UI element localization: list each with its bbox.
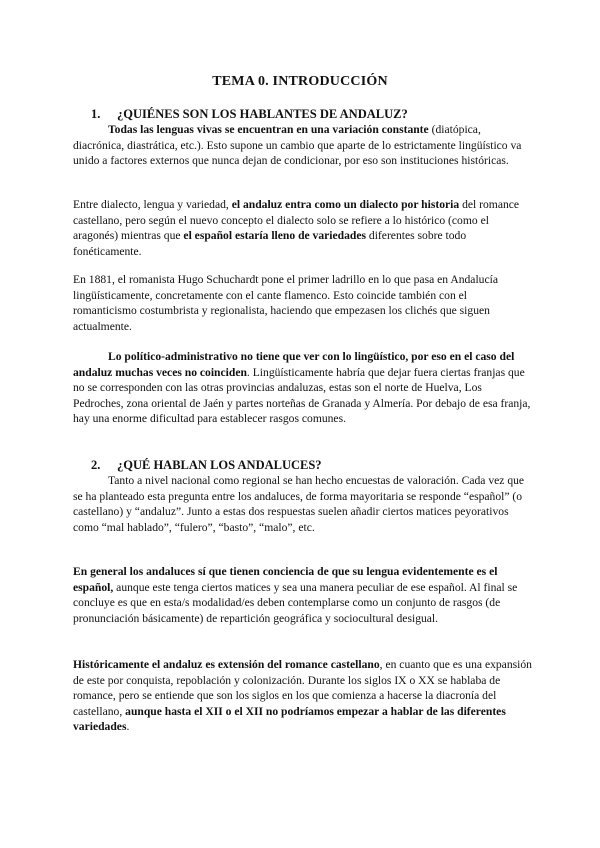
- bold-text: aunque hasta el XII o el XII no podríamos empezar a hablar de las diferentes variedades: [73, 704, 506, 734]
- body-text: , en cuanto que es una expansión de este por conquista, repoblación y colonización. Durante los siglos IX o XX se hablaba de romance, pero se entiende que son los siglos en los que comienza a hacerse la diacronía del castellano,: [73, 658, 532, 718]
- body-text: aunque este tenga ciertos matices y sea una manera peculiar de ese español. Al final se concluye es que en esta/s modalidad/es deben contemplarse como un conjunto de rasgos (de pronunciación básicamente) de repartición geográfica y sociocultural desigual.: [73, 580, 518, 625]
- bold-text: Todas las lenguas vivas se encuentran en una variación constante: [108, 123, 429, 136]
- section-1-paragraph-4: [73, 349, 533, 427]
- section-1-paragraph-1: [73, 122, 533, 169]
- section-2-title: ¿QUÉ HABLAN LOS ANDALUCES?: [117, 458, 322, 472]
- bold-text: Históricamente el andaluz es extensión del romance castellano: [73, 658, 380, 671]
- section-2-paragraph-1: [73, 473, 533, 535]
- section-2-heading: [91, 458, 322, 473]
- section-1-paragraph-3: [73, 272, 533, 334]
- section-2-paragraph-3: [73, 657, 533, 735]
- body-text: Entre dialecto, lengua y variedad,: [73, 198, 232, 211]
- bold-text: el andaluz entra como un dialecto por historia: [231, 198, 460, 211]
- section-1-paragraph-2: [73, 197, 533, 259]
- section-1-heading: [91, 107, 408, 122]
- bold-text: Lo político-administrativo no tiene que ver con lo lingüístico, por eso en el caso del andaluz muchas veces no coinciden: [73, 350, 515, 379]
- body-text: . Lingüísticamente habría que dejar fuera ciertas franjas que no se corresponden con las otras provincias andaluzas, estas son el norte de Huelva, Los Pedroches, zona oriental de Jaén y partes norteñas de Granada y Almería. Por debajo de esa franja, hay una enorme dificultad para establecer rasgos comunes.: [73, 365, 531, 426]
- body-text: Tanto a nivel nacional como regional se han hecho encuestas de valoración. Cada vez que se ha planteado esta pregunta entre los andaluces, de forma mayoritaria se responde “español” (o castellano) y “andaluz”. Junto a estas dos respuestas suelen añadir ciertos matices peyorativos como “mal hablado”, “fulero”, “basto”, “malo”, etc.: [73, 474, 525, 534]
- section-1-title: ¿QUIÉNES SON LOS HABLANTES DE ANDALUZ?: [117, 107, 408, 121]
- section-2-number: 2.: [91, 458, 101, 472]
- section-1-number: 1.: [91, 107, 101, 121]
- bold-text: En general los andaluces sí que tienen conciencia de que su lengua evidentemente es el español,: [73, 565, 498, 594]
- section-2-paragraph-2: [73, 564, 533, 626]
- body-text: (diatópica, diacrónica, diastrática, etc.). Esto supone un cambio que aparte de lo estrictamente lingüístico va unido a factores externos que nunca dejan de condicionar, por eso son instituciones históricas.: [73, 123, 522, 168]
- body-text: En 1881, el romanista Hugo Schuchardt pone el primer ladrillo en lo que pasa en Andalucía lingüísticamente, concretamente con el cante flamenco. Esto coincide también con el romanticismo costumbrista y regionalista, haciendo que empezasen los clichés que siguen actualmente.: [73, 273, 498, 333]
- document-title: TEMA 0. INTRODUCCIÓN: [212, 74, 388, 89]
- body-text: .: [126, 720, 130, 734]
- body-text: del romance castellano, pero según el nuevo concepto el dialecto solo se refiere a lo histórico (como el aragonés) mientras que: [73, 198, 520, 243]
- body-text: diferentes sobre todo fonéticamente.: [73, 229, 467, 258]
- bold-text: el español estaría lleno de variedades: [183, 229, 367, 243]
